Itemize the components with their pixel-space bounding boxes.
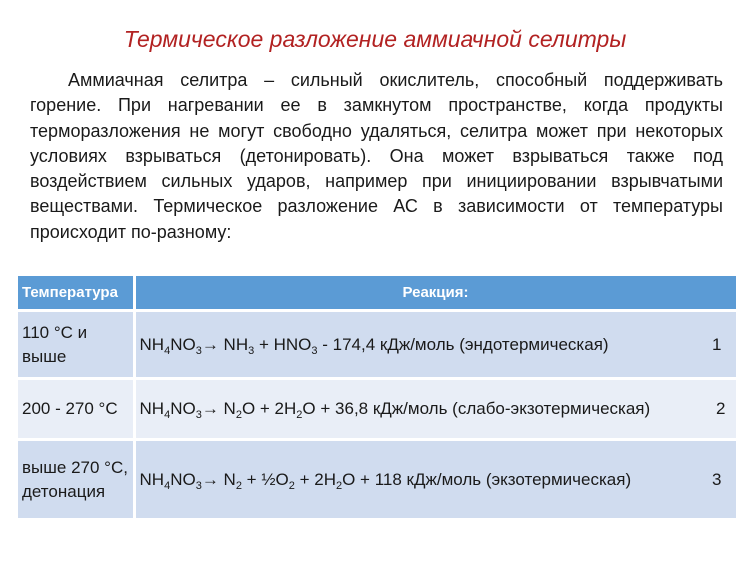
reaction-cell [134, 311, 737, 379]
reaction-formula [139, 334, 609, 357]
reactions-table [18, 276, 739, 521]
reaction-formula [139, 399, 651, 421]
header-reaction: Реакция: [134, 276, 737, 311]
arrow: → [201, 334, 224, 354]
reactant: $NH_4NO_3$ [139, 334, 202, 357]
reaction-cell [134, 440, 737, 520]
reaction-number: 3 [712, 469, 722, 489]
reactant: $NH_4NO_3$ [139, 469, 202, 492]
reaction-number: 1 [712, 334, 722, 354]
temperature-cell: 110 °С и выше [18, 311, 134, 379]
energy: + 118 кДж/моль (экзотермическая) [355, 469, 632, 489]
reaction-number: 2 [716, 399, 726, 418]
energy: - 174,4 кДж/моль (эндотермическая) [317, 334, 609, 354]
energy: + 36,8 кДж/моль (слабо-экзотермическая) [315, 399, 651, 418]
products: $N_2O + 2H_2O$ [223, 399, 316, 421]
arrow: → [201, 469, 224, 489]
reaction-cell [134, 379, 737, 440]
temperature-cell: 200 - 270 °С [18, 379, 134, 440]
page-title: Термическое разложение аммиачной селитры [123, 26, 627, 52]
temperature-cell: выше 270 °С, детонация [18, 440, 134, 520]
arrow: → [201, 399, 224, 418]
table-header-row [18, 276, 737, 311]
reactant: $NH_4NO_3$ [139, 399, 202, 421]
table-row [18, 379, 737, 440]
header-temperature: Температура [18, 276, 134, 311]
intro-paragraph: Аммиачная селитра – сильный окислитель, способный поддерживать горение. При нагревании ее в замкнутом пространстве, когда продукты терморазложения не могут свободно удаляться, селитра может при некоторых условиях взрываться (детонировать). Она может взрываться также под воздействием сильных ударов, например при инициировании взрывчатыми веществами. Термическое разложение АС в зависимости от температуры происходит по-разному: [30, 70, 723, 242]
products: $N_2$ + $\frac{1}{2}O_2 + 2H_2O$ [223, 469, 356, 492]
products: $NH_3 + HNO_3$ [223, 334, 318, 357]
table-row [18, 311, 737, 379]
table-row [18, 440, 737, 520]
reaction-formula [139, 469, 632, 492]
